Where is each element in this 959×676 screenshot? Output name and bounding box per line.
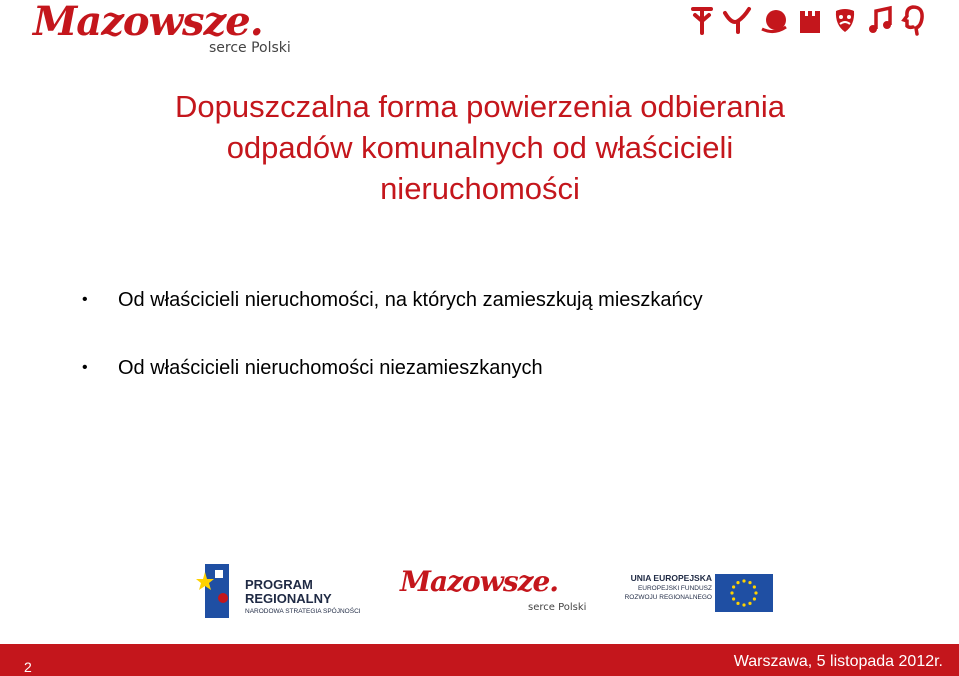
globe-icon	[759, 5, 789, 35]
list-item	[78, 285, 703, 315]
eu-line-2: EUROPEJSKI FUNDUSZ	[637, 585, 712, 592]
bullet-text: Od właścicieli nieruchomości, na których zamieszkują mieszkańcy	[118, 289, 703, 311]
eu-line-3: ROZWOJU REGIONALNEGO	[624, 594, 712, 601]
program-regionalny-text	[245, 578, 332, 606]
face-profile-icon	[901, 4, 925, 36]
bullet-dot-icon: •	[82, 359, 88, 376]
tree-icon	[689, 5, 715, 35]
slide-title	[80, 86, 880, 209]
title-line-3: nieruchomości	[380, 171, 580, 206]
program-line-2: REGIONALNY	[245, 591, 332, 606]
eu-flag-icon	[715, 574, 773, 612]
program-line-1: PROGRAM	[245, 577, 313, 592]
eu-line-1: UNIA EUROPEJSKA	[630, 573, 712, 583]
eu-text	[615, 574, 712, 602]
program-subtitle: NARODOWA STRATEGIA SPÓJNOŚCI	[245, 608, 361, 615]
title-line-1: Dopuszczalna forma powierzenia odbierania	[174, 89, 785, 124]
page-number: 2	[24, 659, 32, 675]
bullet-dot-icon: •	[82, 291, 88, 308]
footer-date: Warszawa, 5 listopada 2012r.	[733, 653, 943, 670]
eu-logo	[615, 574, 775, 614]
logo-wordmark: Mazowsze.	[33, 0, 263, 45]
program-regionalny-logo	[195, 560, 375, 622]
icon-strip	[689, 4, 925, 36]
footer-logo-subtitle: serce Polski	[528, 602, 587, 613]
title-line-2: odpadów komunalnych od właścicieli	[226, 130, 734, 165]
footer-logos	[195, 560, 795, 630]
theatre-mask-icon	[831, 5, 859, 35]
footer-logo-wordmark: Mazowsze.	[400, 565, 559, 598]
music-note-icon	[866, 5, 894, 35]
logo-subtitle: serce Polski	[209, 40, 291, 56]
bird-icon	[722, 5, 752, 35]
mazowsze-logo	[33, 2, 303, 62]
list-item	[78, 353, 703, 383]
program-regionalny-emblem-icon	[195, 560, 239, 622]
mazowsze-footer-logo	[400, 565, 590, 623]
bullet-text: Od właścicieli nieruchomości niezamieszkanych	[118, 357, 543, 379]
bullet-list	[78, 285, 703, 421]
castle-icon	[796, 5, 824, 35]
